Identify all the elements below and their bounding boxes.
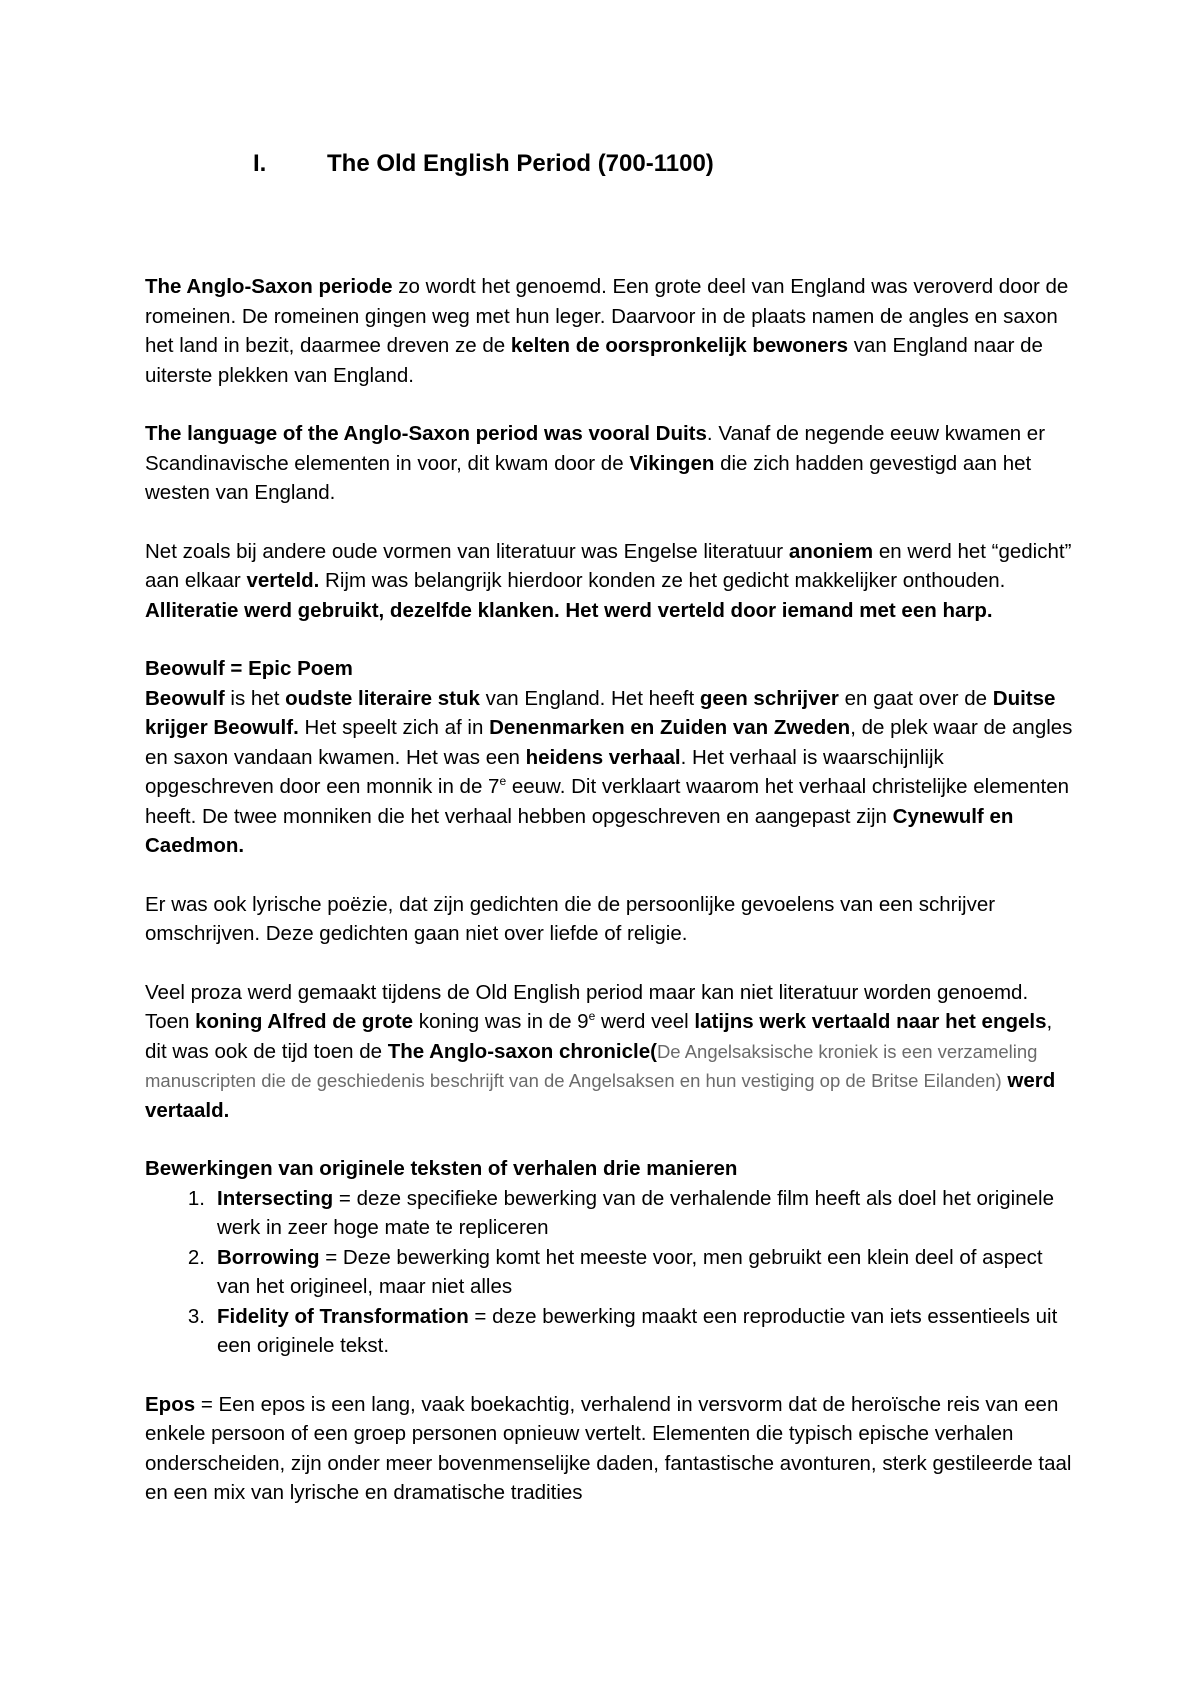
- text-run: . Vanaf de negende eeuw kwamen er Scandinavische elementen in voor, dit kwam door de: [145, 422, 1046, 475]
- paragraph-beowulf: [145, 654, 1075, 861]
- bold-run: The Anglo-saxon chronicle(: [387, 1039, 657, 1063]
- text-run: van England. Het heeft: [479, 686, 700, 710]
- text-run: zo wordt het genoemd. Een grote deel van England was veroverd door de romeinen. De romeinen gingen weg met hun leger. Daarvoor in de plaats namen de angles en saxon het land in bezit, daarmee dreven ze de: [145, 275, 1069, 357]
- list-item: [145, 1184, 1075, 1243]
- bold-run: verteld.: [246, 569, 320, 592]
- list-desc: = deze specifieke bewerking van de verhalende film heeft als doel het originele werk in zeer hoge mate te repliceren: [217, 1186, 1054, 1239]
- list-number: 2.: [187, 1245, 205, 1269]
- paragraph-epos: [145, 1390, 1075, 1508]
- document-body: [145, 272, 1075, 1537]
- heading-text: The Old English Period (700-1100): [327, 150, 714, 177]
- gray-inline-note: De Angelsaksische kroniek is een verzameling manuscripten die de geschiedenis beschrijft van de Angelsaksen en hun vestiging op de Britse Eilanden): [145, 1040, 1038, 1091]
- list-term: Fidelity of Transformation: [217, 1304, 469, 1328]
- superscript: e: [588, 1009, 596, 1024]
- bold-run: The language of the Anglo-Saxon period was vooral Duits: [145, 422, 707, 445]
- bold-run: Vikingen: [629, 451, 715, 475]
- paragraph-language: [145, 419, 1075, 508]
- text-run: van England naar de uiterste plekken van England.: [145, 334, 1043, 387]
- paragraph-prose: [145, 978, 1075, 1126]
- list-term: Intersecting: [217, 1186, 334, 1210]
- list-term: Borrowing: [217, 1245, 320, 1269]
- text-run: . Het verhaal is waarschijnlijk opgeschreven door een monnik in de 7: [145, 745, 944, 798]
- subheading-adaptations: [145, 1154, 1075, 1184]
- subheading-beowulf: Beowulf = Epic Poem: [145, 657, 353, 680]
- text-run: , dit was ook de tijd toen de: [145, 1010, 1053, 1063]
- list-number: 1.: [187, 1186, 205, 1210]
- adaptations-list: [145, 1184, 1075, 1361]
- text-run: Het speelt zich af in: [298, 716, 490, 739]
- bold-run: Beowulf: [145, 686, 225, 710]
- text-run: is het: [224, 686, 286, 710]
- bold-run: kelten de oorspronkelijk bewoners: [510, 334, 849, 357]
- section-heading: [253, 148, 1013, 180]
- text-run: = Een epos is een lang, vaak boekachtig, verhalend in versvorm dat de heroïsche reis van een enkele persoon of een groep personen opnieuw vertelt. Elementen die typisch epische verhalen onderscheiden, zijn onder meer bovenmenselijke daden, fantastische avonturen, sterk gestileerde taal en een mix van lyrische en dramatische tradities: [145, 1392, 1072, 1504]
- text-run: Net zoals bij andere oude vormen van literatuur was Engelse literatuur: [145, 539, 789, 563]
- text-run: Rijm was belangrijk hierdoor konden ze het gedicht makkelijker onthouden.: [319, 569, 1006, 592]
- text-run: koning was in de 9: [413, 1010, 589, 1033]
- bold-run: werd vertaald.: [145, 1069, 1056, 1122]
- bold-run: Denenmarken en Zuiden van Zweden: [489, 716, 851, 739]
- superscript: e: [499, 774, 507, 789]
- text-run: en werd het “gedicht” aan elkaar: [145, 539, 1072, 592]
- text-run: eeuw. Dit verklaart waarom het verhaal christelijke elementen heeft. De twee monniken die het verhaal hebben opgeschreven en aangepast zijn: [145, 775, 1069, 828]
- bold-run: anoniem: [788, 539, 874, 563]
- bold-run: oudste literaire stuk: [285, 686, 480, 710]
- bold-run: Epos: [145, 1392, 196, 1416]
- text-run: en gaat over de: [838, 686, 993, 710]
- bold-run: geen schrijver: [699, 686, 839, 710]
- list-number: 3.: [187, 1304, 205, 1328]
- bold-run: latijns werk vertaald naar het engels: [694, 1010, 1047, 1033]
- paragraph-oral-tradition: [145, 537, 1075, 626]
- text-run: werd veel: [595, 1010, 695, 1033]
- heading-number: I.: [253, 150, 267, 177]
- list-desc: = Deze bewerking komt het meeste voor, men gebruikt een klein deel of aspect van het origineel, maar niet alles: [217, 1245, 1043, 1298]
- list-item: [145, 1243, 1075, 1302]
- bold-run: heidens verhaal: [525, 745, 681, 769]
- text-run: , de plek waar de angles en saxon vandaan kwamen. Het was een: [145, 716, 1073, 769]
- bold-run: Alliteratie werd gebruikt, dezelfde klanken. Het werd verteld door iemand met een harp.: [145, 598, 993, 622]
- bold-run: Bewerkingen van originele teksten of verhalen drie manieren: [145, 1157, 738, 1180]
- bold-run: Cynewulf en Caedmon.: [145, 804, 1014, 857]
- list-desc: = deze bewerking maakt een reproductie van iets essentieels uit een originele tekst.: [217, 1304, 1058, 1357]
- bold-run: The Anglo-Saxon periode: [145, 275, 393, 298]
- text-run: die zich hadden gevestigd aan het westen van England.: [145, 451, 1032, 504]
- paragraph-anglo-saxon: [145, 272, 1075, 390]
- text-run: Veel proza werd gemaakt tijdens de Old English period maar kan niet literatuur worden genoemd. Toen: [145, 980, 1029, 1033]
- paragraph-lyric-poetry: Er was ook lyrische poëzie, dat zijn gedichten die de persoonlijke gevoelens van een schrijver omschrijven. Deze gedichten gaan niet over liefde of religie.: [145, 892, 996, 945]
- bold-run: Duitse krijger Beowulf.: [145, 686, 1056, 739]
- bold-run: koning Alfred de grote: [195, 1010, 414, 1033]
- list-item: [145, 1302, 1075, 1361]
